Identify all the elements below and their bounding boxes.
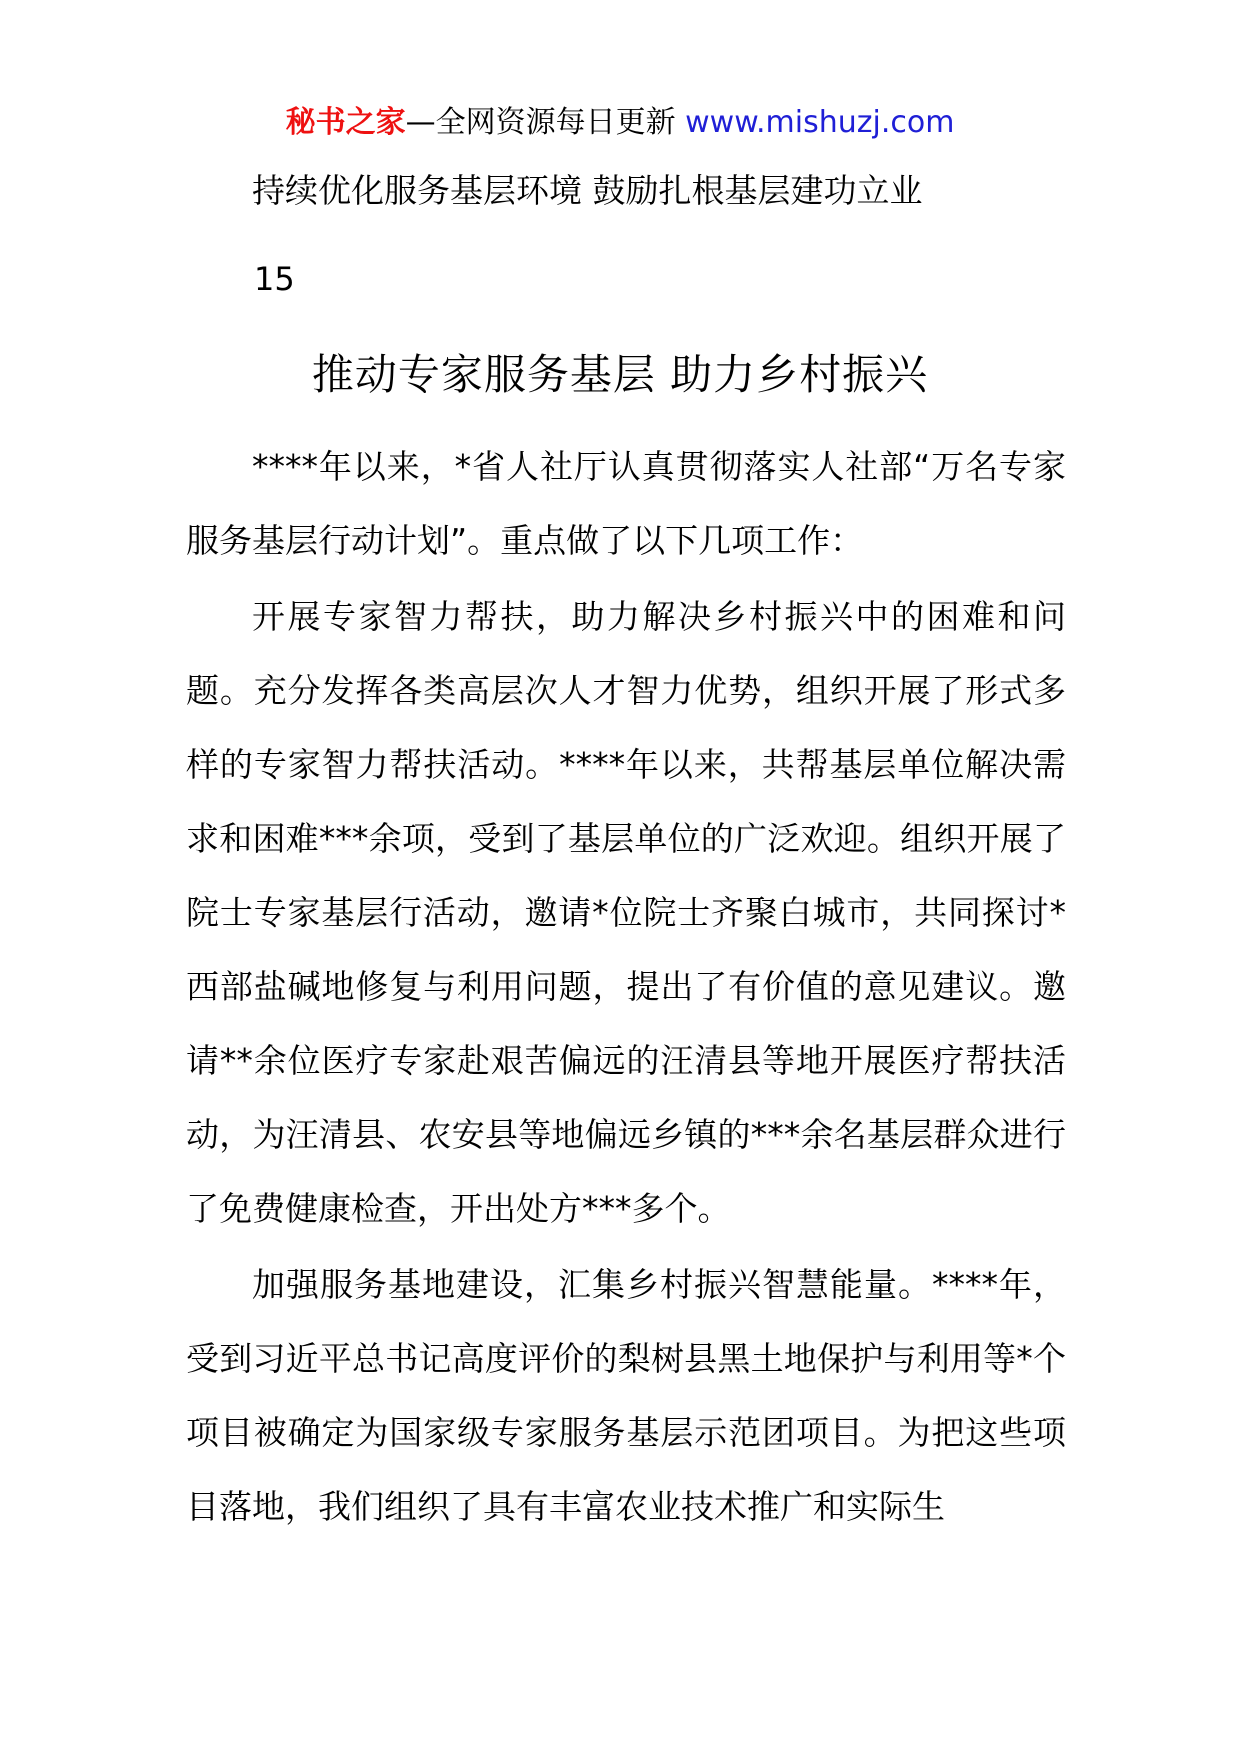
document-subtitle: 持续优化服务基层环境 鼓励扎根基层建功立业 [252, 171, 923, 210]
document-title: 推动专家服务基层 助力乡村振兴 [311, 350, 929, 399]
document-body [186, 430, 1066, 1544]
site-tagline: —全网资源每日更新 [405, 105, 686, 140]
paragraph-service-base: 加强服务基地建设，汇集乡村振兴智慧能量。****年，受到习近平总书记高度评价的梨树县黑土地保护与利用等*个项目被确定为国家级专家服务基层示范团项目。为把这些项目落地，我们组织了具有丰富农业技术推广和实际生 [186, 1265, 1066, 1526]
site-brand: 秘书之家 [285, 105, 406, 140]
site-header [0, 98, 1240, 148]
paragraph-intro: ****年以来，*省人社厅认真贯彻落实人社部“万名专家服务基层行动计划”。重点做了以下几项工作： [186, 447, 1066, 560]
site-url-link[interactable]: www.mishuzj.com [685, 105, 955, 140]
document-number: 15 [254, 260, 295, 298]
paragraph-expert-assistance: 开展专家智力帮扶，助力解决乡村振兴中的困难和问题。充分发挥各类高层次人才智力优势，组织开展了形式多样的专家智力帮扶活动。****年以来，共帮基层单位解决需求和困难***余项，受到了基层单位的广泛欢迎。组织开展了院士专家基层行活动，邀请*位院士齐聚白城市，共同探讨*西部盐碱地修复与利用问题，提出了有价值的意见建议。邀请**余位医疗专家赴艰苦偏远的汪清县等地开展医疗帮扶活动，为汪清县、农安县等地偏远乡镇的***余名基层群众进行了免费健康检查，开出处方***多个。 [186, 597, 1066, 1228]
